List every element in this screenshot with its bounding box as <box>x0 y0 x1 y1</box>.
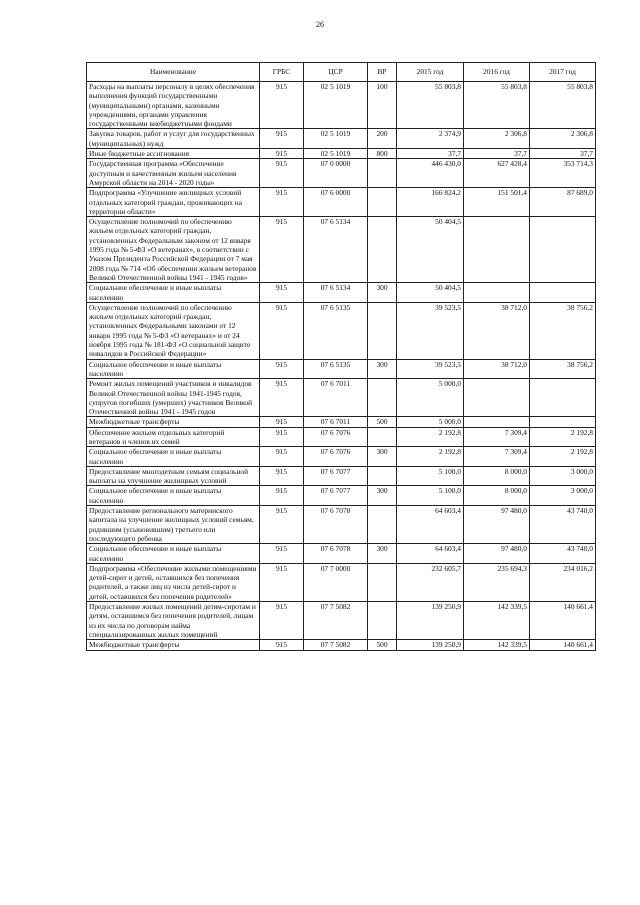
cell-csr: 02 5 1019 <box>304 129 368 149</box>
cell-2017: 87 689,0 <box>530 188 596 217</box>
cell-2015: 64 603,4 <box>397 544 464 564</box>
cell-2015: 446 430,0 <box>397 159 464 188</box>
cell-vr <box>368 427 397 447</box>
page-number: 26 <box>316 20 324 29</box>
cell-2016: 142 339,5 <box>464 602 530 640</box>
cell-grbs: 915 <box>260 563 304 601</box>
table-row <box>87 544 596 564</box>
cell-grbs: 915 <box>260 417 304 427</box>
cell-csr: 02 5 1019 <box>304 149 368 159</box>
cell-grbs: 915 <box>260 640 304 650</box>
header-csr: ЦСР <box>304 63 368 82</box>
table-row <box>87 217 596 283</box>
cell-name: Осуществление полномочий по обеспечению жильем отдельных категорий граждан, установленных Федеральными законами от 12 января 1995 года № 5-ФЗ «О ветеранах» и от 24 ноября 1995 года № 181-ФЗ «О социальной защите инвалидов в Российской Федерации» <box>87 302 260 359</box>
cell-2017: 140 661,4 <box>530 602 596 640</box>
cell-vr: 300 <box>368 544 397 564</box>
cell-2015: 50 404,5 <box>397 283 464 303</box>
cell-2016: 38 712,0 <box>464 302 530 359</box>
table-body <box>87 82 596 651</box>
table-row <box>87 302 596 359</box>
table-header-row <box>87 63 596 82</box>
cell-2016 <box>464 283 530 303</box>
cell-name: Осуществление полномочий по обеспечению жильем отдельных категорий граждан, установленных Федеральным законом от 12 января 1995 года № 5-ФЗ «О ветеранах», в соответствии с Указом Президента Российской Федерации от 7 мая 2008 года № 714 «Об обеспечении жильем ветеранов Великой Отечественной войны 1941 - 1945 годов» <box>87 217 260 283</box>
cell-name: Социальное обеспечение и иные выплаты населению <box>87 283 260 303</box>
cell-csr: 07 7 5082 <box>304 602 368 640</box>
cell-grbs: 915 <box>260 188 304 217</box>
cell-vr: 500 <box>368 640 397 650</box>
cell-name: Социальное обеспечение и иные выплаты населению <box>87 447 260 467</box>
table-row <box>87 149 596 159</box>
cell-csr: 07 6 5134 <box>304 217 368 283</box>
cell-grbs: 915 <box>260 129 304 149</box>
cell-2015: 39 523,5 <box>397 359 464 379</box>
table-row <box>87 506 596 544</box>
cell-name: Обеспечение жильем отдельных категорий ветеранов и членов их семей <box>87 427 260 447</box>
cell-2015: 5 100,0 <box>397 486 464 506</box>
cell-name: Предоставление регионального материнского капитала на улучшение жилищных условий семьям, родившим (усыновившим) третьего или последующего ребенка <box>87 506 260 544</box>
cell-2017: 2 306,8 <box>530 129 596 149</box>
cell-vr <box>368 217 397 283</box>
cell-2016: 37,7 <box>464 149 530 159</box>
cell-grbs: 915 <box>260 82 304 129</box>
cell-2017: 38 756,2 <box>530 302 596 359</box>
cell-name: Иные бюджетные ассигнования <box>87 149 260 159</box>
cell-2017 <box>530 379 596 417</box>
cell-2016: 8 000,0 <box>464 486 530 506</box>
cell-2017 <box>530 283 596 303</box>
cell-grbs: 915 <box>260 149 304 159</box>
cell-grbs: 915 <box>260 506 304 544</box>
cell-vr <box>368 563 397 601</box>
table-row <box>87 486 596 506</box>
cell-name: Предоставление многодетным семьям социальной выплаты на улучшение жилищных условий <box>87 466 260 486</box>
cell-csr: 07 7 5082 <box>304 640 368 650</box>
cell-csr: 07 6 7011 <box>304 379 368 417</box>
table-row <box>87 417 596 427</box>
cell-name: Социальное обеспечение и иные выплаты населению <box>87 359 260 379</box>
cell-2017: 37,7 <box>530 149 596 159</box>
cell-2015: 64 603,4 <box>397 506 464 544</box>
header-grbs: ГРБС <box>260 63 304 82</box>
cell-2017: 3 000,0 <box>530 486 596 506</box>
cell-2015: 166 824,2 <box>397 188 464 217</box>
cell-csr: 07 6 0000 <box>304 188 368 217</box>
cell-2016: 627 428,4 <box>464 159 530 188</box>
cell-csr: 07 6 7078 <box>304 544 368 564</box>
table-row <box>87 427 596 447</box>
cell-2016 <box>464 417 530 427</box>
header-2015: 2015 год <box>397 63 464 82</box>
table-row <box>87 447 596 467</box>
cell-csr: 07 6 5135 <box>304 359 368 379</box>
cell-name: Государственная программа «Обеспечение доступным и качественным жильем населения Амурской области на 2014 - 2020 годы» <box>87 159 260 188</box>
cell-name: Межбюджетные трансферты <box>87 640 260 650</box>
cell-2015: 37,7 <box>397 149 464 159</box>
cell-2016 <box>464 379 530 417</box>
cell-vr <box>368 602 397 640</box>
cell-2016: 97 480,0 <box>464 506 530 544</box>
cell-name: Предоставление жилых помещений детям-сиротам и детям, оставшимся без попечения родителей, лицам из их числа по договорам найма специализированных жилых помещений <box>87 602 260 640</box>
cell-grbs: 915 <box>260 217 304 283</box>
cell-grbs: 915 <box>260 544 304 564</box>
cell-csr: 02 5 1019 <box>304 82 368 129</box>
cell-grbs: 915 <box>260 283 304 303</box>
cell-grbs: 915 <box>260 359 304 379</box>
cell-vr <box>368 188 397 217</box>
cell-vr: 500 <box>368 417 397 427</box>
cell-2015: 2 192,8 <box>397 447 464 467</box>
cell-csr: 07 6 7077 <box>304 486 368 506</box>
table-row <box>87 82 596 129</box>
cell-2016: 7 309,4 <box>464 427 530 447</box>
cell-vr <box>368 159 397 188</box>
cell-vr <box>368 379 397 417</box>
cell-grbs: 915 <box>260 302 304 359</box>
cell-vr: 300 <box>368 447 397 467</box>
cell-grbs: 915 <box>260 159 304 188</box>
cell-csr: 07 6 7076 <box>304 447 368 467</box>
cell-name: Социальное обеспечение и иные выплаты населению <box>87 544 260 564</box>
cell-name: Подпрограмма «Обеспечение жилыми помещениями детей-сирот и детей, оставшихся без попечения родителей, а также лиц из числа детей-сирот и детей, оставшихся без попечения родителей» <box>87 563 260 601</box>
cell-2017: 234 016,2 <box>530 563 596 601</box>
cell-name: Подпрограмма «Улучшение жилищных условий отдельных категорий граждан, проживающих на территории области» <box>87 188 260 217</box>
cell-2016: 235 694,3 <box>464 563 530 601</box>
cell-2016: 55 803,8 <box>464 82 530 129</box>
cell-2016 <box>464 217 530 283</box>
cell-2015: 39 523,5 <box>397 302 464 359</box>
cell-csr: 07 6 5135 <box>304 302 368 359</box>
cell-2015: 139 250,9 <box>397 640 464 650</box>
table-row <box>87 159 596 188</box>
cell-csr: 07 7 0000 <box>304 563 368 601</box>
table-row <box>87 563 596 601</box>
cell-name: Социальное обеспечение и иные выплаты населению <box>87 486 260 506</box>
cell-vr: 300 <box>368 283 397 303</box>
cell-2017: 38 756,2 <box>530 359 596 379</box>
cell-name: Ремонт жилых помещений участников и инвалидов Великой Отечественной войны 1941-1945 годов, супругов погибших (умерших) участников Великой Отечественной войны 1941 - 1945 годов <box>87 379 260 417</box>
cell-2017 <box>530 217 596 283</box>
cell-grbs: 915 <box>260 447 304 467</box>
table-row <box>87 188 596 217</box>
cell-2017 <box>530 417 596 427</box>
table-row <box>87 283 596 303</box>
cell-csr: 07 6 7076 <box>304 427 368 447</box>
cell-csr: 07 6 5134 <box>304 283 368 303</box>
cell-name: Расходы на выплаты персоналу в целях обеспечения выполнения функций государственными (муниципальными) органами, казенными учреждениями, органами управления государственными внебюджетными фондами <box>87 82 260 129</box>
cell-2016: 2 306,8 <box>464 129 530 149</box>
cell-vr: 100 <box>368 82 397 129</box>
table-row <box>87 602 596 640</box>
header-name: Наименование <box>87 63 260 82</box>
cell-2017: 2 192,8 <box>530 427 596 447</box>
cell-vr: 800 <box>368 149 397 159</box>
cell-2015: 232 605,7 <box>397 563 464 601</box>
cell-grbs: 915 <box>260 466 304 486</box>
cell-vr <box>368 302 397 359</box>
cell-2016: 8 000,0 <box>464 466 530 486</box>
cell-vr <box>368 466 397 486</box>
cell-2015: 2 192,8 <box>397 427 464 447</box>
cell-2016: 7 309,4 <box>464 447 530 467</box>
cell-2016: 142 339,5 <box>464 640 530 650</box>
cell-2017: 353 714,3 <box>530 159 596 188</box>
budget-table <box>86 62 596 651</box>
cell-csr: 07 6 7078 <box>304 506 368 544</box>
cell-2017: 2 192,8 <box>530 447 596 467</box>
header-2016: 2016 год <box>464 63 530 82</box>
cell-2017: 55 803,8 <box>530 82 596 129</box>
cell-2015: 55 803,8 <box>397 82 464 129</box>
cell-grbs: 915 <box>260 486 304 506</box>
cell-2017: 43 740,0 <box>530 506 596 544</box>
header-2017: 2017 год <box>530 63 596 82</box>
cell-2016: 97 480,0 <box>464 544 530 564</box>
table-row <box>87 379 596 417</box>
cell-vr <box>368 506 397 544</box>
table-row <box>87 640 596 650</box>
table-row <box>87 359 596 379</box>
cell-vr: 300 <box>368 359 397 379</box>
cell-grbs: 915 <box>260 379 304 417</box>
table-row <box>87 129 596 149</box>
cell-vr: 200 <box>368 129 397 149</box>
cell-grbs: 915 <box>260 602 304 640</box>
cell-2017: 43 740,0 <box>530 544 596 564</box>
cell-2017: 3 000,0 <box>530 466 596 486</box>
cell-csr: 07 0 0000 <box>304 159 368 188</box>
cell-2015: 5 000,0 <box>397 379 464 417</box>
table-row <box>87 466 596 486</box>
cell-grbs: 915 <box>260 427 304 447</box>
cell-name: Закупка товаров, работ и услуг для государственных (муниципальных) нужд <box>87 129 260 149</box>
cell-2015: 139 250,9 <box>397 602 464 640</box>
cell-2016: 38 712,0 <box>464 359 530 379</box>
cell-csr: 07 6 7077 <box>304 466 368 486</box>
cell-2015: 5 000,0 <box>397 417 464 427</box>
cell-csr: 07 6 7011 <box>304 417 368 427</box>
cell-2016: 151 501,4 <box>464 188 530 217</box>
cell-name: Межбюджетные трансферты <box>87 417 260 427</box>
cell-2017: 140 661,4 <box>530 640 596 650</box>
cell-2015: 5 100,0 <box>397 466 464 486</box>
cell-2015: 2 374,9 <box>397 129 464 149</box>
cell-2015: 50 404,5 <box>397 217 464 283</box>
cell-vr: 300 <box>368 486 397 506</box>
header-vr: ВР <box>368 63 397 82</box>
